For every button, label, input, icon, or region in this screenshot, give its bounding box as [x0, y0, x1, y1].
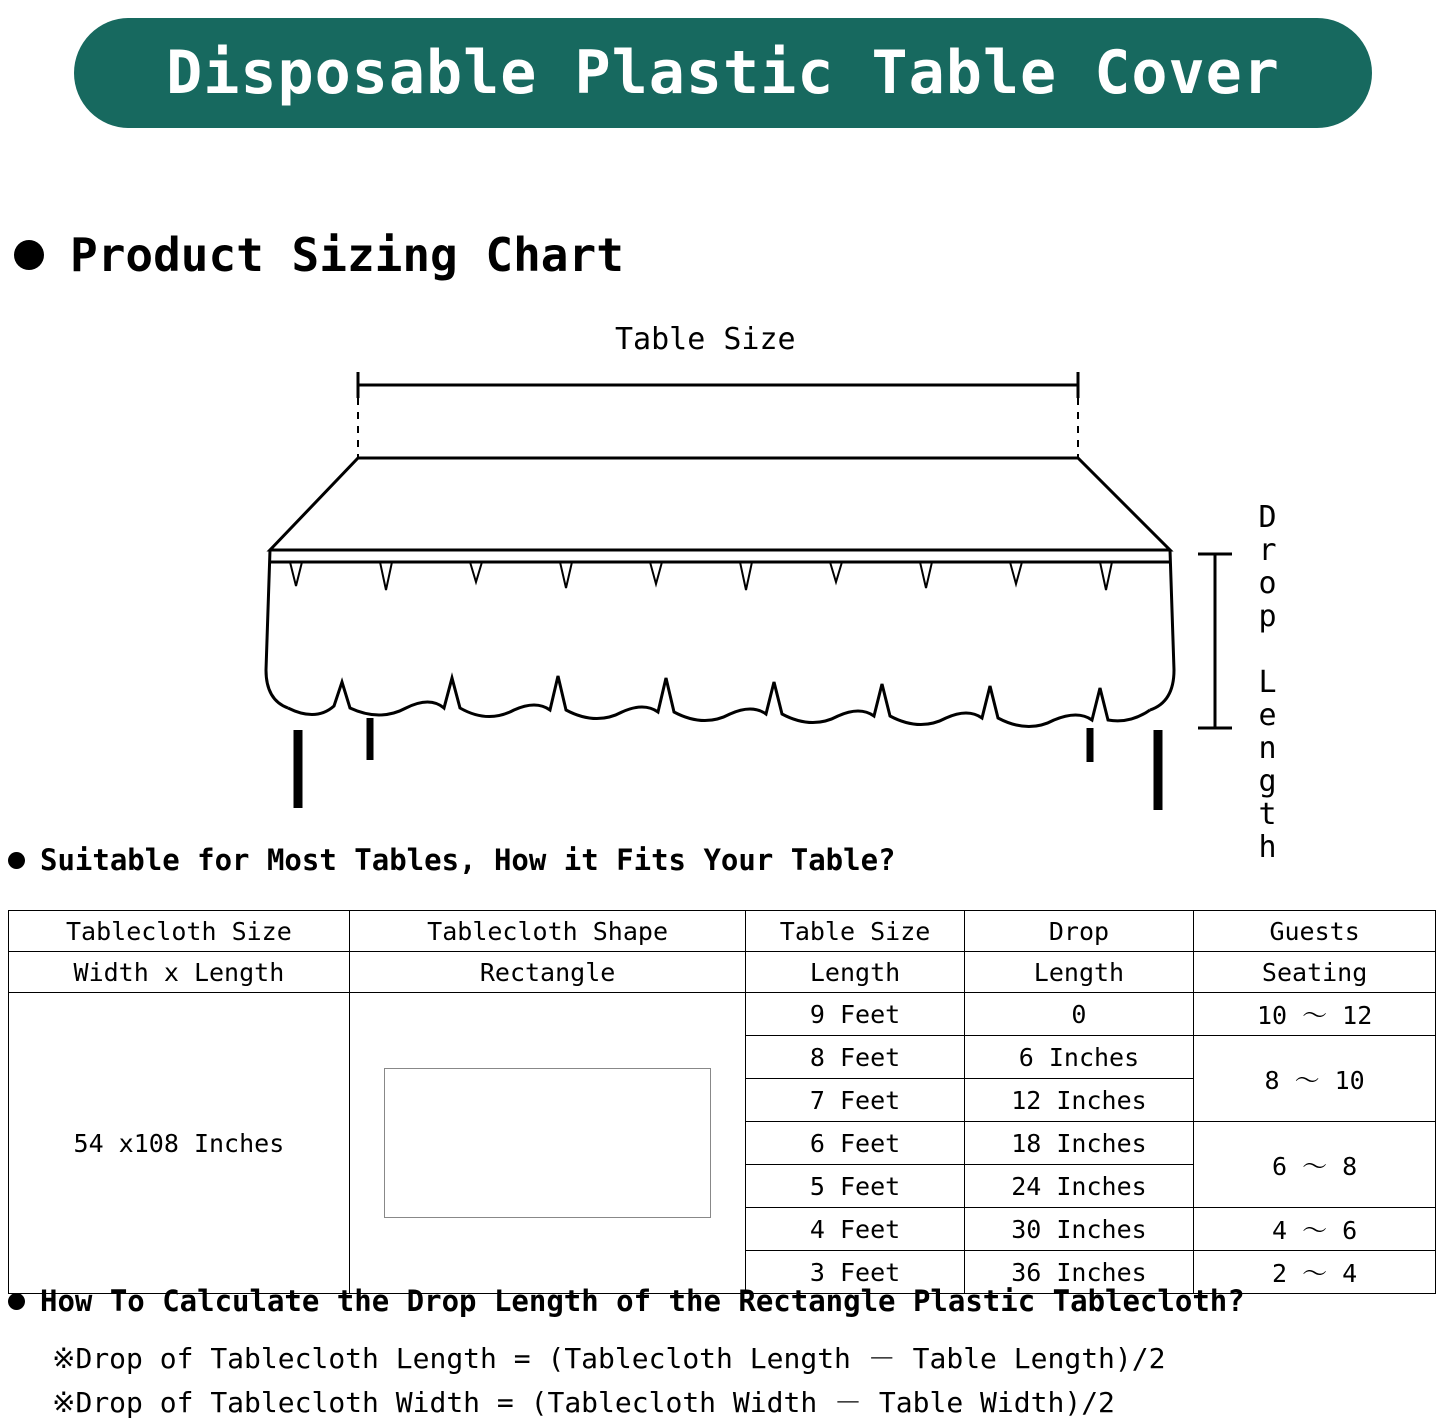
subheader-rectangle: Rectangle [349, 952, 746, 993]
subheader-length-drop: Length [964, 952, 1194, 993]
cell-drop: 18 Inches [964, 1122, 1194, 1165]
diagram-table-size-label: Table Size [615, 322, 796, 357]
table-row [9, 993, 1436, 1036]
bullet-icon [8, 852, 25, 869]
cell-table-size: 9 Feet [746, 993, 964, 1036]
cell-table-size: 3 Feet [746, 1251, 964, 1294]
rectangle-shape-icon [384, 1068, 711, 1218]
cell-tablecloth-shape [349, 993, 746, 1294]
header-table-size: Table Size [746, 911, 964, 952]
calculate-drop-heading [8, 1284, 1245, 1318]
cell-guests: 8 ～ 10 [1194, 1036, 1436, 1122]
cell-table-size: 8 Feet [746, 1036, 964, 1079]
cell-drop: 24 Inches [964, 1165, 1194, 1208]
suitable-tables-heading-label: Suitable for Most Tables, How it Fits Your Table? [40, 843, 896, 877]
subheader-seating: Seating [1194, 952, 1436, 993]
cell-guests: 4 ～ 6 [1194, 1208, 1436, 1251]
suitable-tables-heading [8, 843, 896, 877]
bullet-icon [8, 1293, 25, 1310]
header-drop: Drop [964, 911, 1194, 952]
header-guests: Guests [1194, 911, 1436, 952]
cell-drop: 6 Inches [964, 1036, 1194, 1079]
cell-drop: 36 Inches [964, 1251, 1194, 1294]
cell-table-size: 4 Feet [746, 1208, 964, 1251]
cell-table-size: 6 Feet [746, 1122, 964, 1165]
cell-table-size: 5 Feet [746, 1165, 964, 1208]
bullet-icon [14, 240, 44, 270]
table-header-row-1 [9, 911, 1436, 952]
cell-table-size: 7 Feet [746, 1079, 964, 1122]
diagram-drop-length-label: Drop Length [1250, 500, 1285, 863]
cell-guests: 10 ～ 12 [1194, 993, 1436, 1036]
table-header-row-2 [9, 952, 1436, 993]
page-banner [74, 18, 1372, 128]
cell-drop: 30 Inches [964, 1208, 1194, 1251]
cell-guests: 6 ～ 8 [1194, 1122, 1436, 1208]
subheader-width-length: Width x Length [9, 952, 350, 993]
sizing-chart-heading-label: Product Sizing Chart [70, 228, 624, 282]
sizing-chart-heading [14, 228, 624, 282]
calculate-drop-heading-label: How To Calculate the Drop Length of the Rectangle Plastic Tablecloth? [40, 1284, 1245, 1318]
header-tablecloth-size: Tablecloth Size [9, 911, 350, 952]
formula-width: ※Drop of Tablecloth Width = (Tablecloth Width － Table Width)/2 [52, 1386, 1115, 1419]
cell-drop: 12 Inches [964, 1079, 1194, 1122]
header-tablecloth-shape: Tablecloth Shape [349, 911, 746, 952]
cell-tablecloth-size: 54 x108 Inches [9, 993, 350, 1294]
table-cover-diagram [230, 310, 1320, 863]
sizing-table [8, 910, 1436, 1294]
cell-drop: 0 [964, 993, 1194, 1036]
table-cover-illustration [230, 310, 1320, 830]
subheader-length: Length [746, 952, 964, 993]
page-title: Disposable Plastic Table Cover [166, 38, 1280, 108]
cell-guests: 2 ～ 4 [1194, 1251, 1436, 1294]
formula-length: ※Drop of Tablecloth Length = (Tablecloth Length － Table Length)/2 [52, 1342, 1166, 1375]
